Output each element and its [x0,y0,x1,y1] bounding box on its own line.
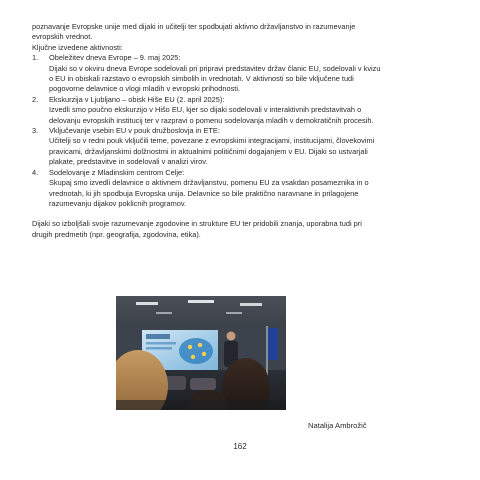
activity-number: 1. [32,53,39,63]
activity-number: 2. [32,94,39,104]
activity-title: Obeležitev dneva Evrope – 9. maj 2025: [49,53,181,63]
activity-item [32,126,448,168]
activity-number: 4. [32,167,39,177]
activity-line: razumevanju dijakov poklicnih programov. [49,198,187,208]
activity-line: plakate, predstavitve in sodelovali v analizi virov. [49,157,208,167]
activity-number: 3. [32,126,39,136]
conclusion-line-1: Dijaki so izboljšali svoje razumevanje zgodovine in strukture EU ter pridobili znanja, uporabna tudi pri [32,219,362,229]
activities-heading: Ključne izvedene aktivnosti: [32,42,123,52]
activity-item [32,168,448,210]
activity-item [32,53,448,95]
activity-line: vrednotah, ki jih spodbuja Evropska unija. Delavnice so bile praktično naravnane in prilagojene [49,188,359,198]
activities-list [32,53,448,209]
event-photo [116,296,286,410]
activity-title: Ekskurzija v Ljubljano – obisk Hiše EU (2. april 2025): [49,94,225,104]
activity-title: Sodelovanje z Mladinskim centrom Celje: [49,167,185,177]
activity-line: o EU in obiskali razstavo o evropskih simbolih in vrednotah. V aktivnosti so bile vključene tudi [49,74,354,84]
intro-line-2: evropskih vrednot. [32,32,93,42]
page-number: 162 [233,442,247,451]
intro-line-1: poznavanje Evropske unije med dijaki in učitelji ter spodbujati aktivno državljanstvo in razumevanje [32,22,356,31]
activity-item [32,95,448,126]
document-body [32,22,448,240]
activity-line: Skupaj smo izvedli delavnice o aktivnem državljanstvu, pomenu EU za vsakdan posameznika in o [49,178,369,188]
activity-line: pogovorne delavnice o vlogi mladih v evropski prihodnosti. [49,84,241,94]
event-photo-illustration [116,296,286,410]
activity-line: Izvedli smo poučno ekskurzijo v Hišo EU, kjer so dijaki sodelovali v interaktivnih predstavitvah o [49,105,362,115]
activity-line: Učitelji so v redni pouk vključili teme, povezane z evropskimi integracijami, institucijami, človekovimi [49,136,375,146]
activity-line: delovanju evropskih institucij ter v razpravi o pomenu sodelovanja mladih v demokratičnih procesih. [49,115,374,125]
conclusion-line-2: drugih predmetih (npr. geografija, zgodovina, etika). [32,229,201,239]
activity-line: Dijaki so v okviru dneva Evrope sodelovali pri pripravi predstavitev držav članic EU, sodelovali v kvizu [49,63,381,73]
activity-title: Vključevanje vsebin EU v pouk družboslovja in ETE: [49,126,220,136]
activity-line: pravicami, državljanskimi dolžnostmi in aktualnimi političnimi dogajanjem v EU. Dijaki so ustvarjali [49,146,368,156]
author-name: Natalija Ambrožič [308,421,367,430]
